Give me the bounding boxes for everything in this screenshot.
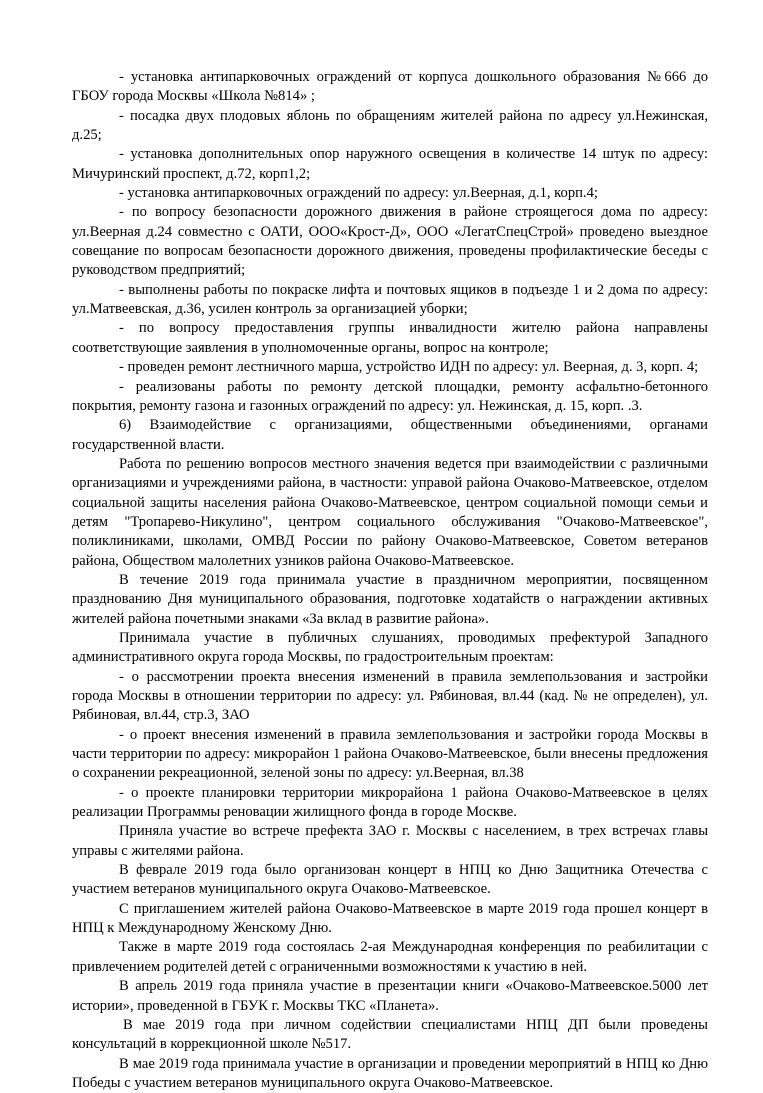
paragraph: - о проект внесения изменений в правила землепользования и застройки города Москвы в части территории по адресу: микрорайон 1 района Очаково-Матвеевское, были внесены предложения о сохранении рекреационной, зеленой зоны по адресу: ул.Веерная, вл.38	[72, 726, 708, 782]
paragraph: В течение 2019 года принимала участие в праздничном мероприятии, посвященном празднованию Дня муниципального образования, подготовке ходатайств о награждении активных жителей района почетными знаками «За вклад в развитие района».	[72, 571, 708, 627]
paragraph: Принимала участие в публичных слушаниях, проводимых префектурой Западного административного округа города Москвы, по градостроительным проектам:	[72, 629, 708, 666]
paragraph: - по вопросу предоставления группы инвалидности жителю района направлены соответствующие заявления в уполномоченные органы, вопрос на контроле;	[72, 320, 708, 356]
paragraph: С приглашением жителей района Очаково-Матвеевское в марте 2019 года прошел концерт в НПЦ к Международному Женскому Дню.	[72, 900, 708, 937]
paragraph: - установка дополнительных опор наружного освещения в количестве 14 штук по адресу: Мичуринский проспект, д.72, корп1,2;	[72, 146, 708, 182]
paragraph: - о проекте планировки территории микрорайона 1 района Очаково-Матвеевское в целях реализации Программы реновации жилищного фонда в городе Москве.	[72, 784, 708, 821]
paragraph: Также в марте 2019 года состоялась 2-ая Международная конференция по реабилитации с привлечением родителей детей с ограниченными возможностями к участию в ней.	[72, 939, 708, 975]
paragraph: - о рассмотрении проекта внесения изменений в правила землепользования и застройки города Москвы в отношении территории по адресу: ул. Рябиновая, вл.44 (кад. № не определен), ул. Рябиновая, вл.44, стр.3, ЗАО	[72, 668, 708, 724]
paragraph: - по вопросу безопасности дорожного движения в районе строящегося дома по адресу: ул.Веерная д.24 совместно с ОАТИ, ООО«Крост-Д», ООО «ЛегатСпецСтрой» проведено выездное совещание по вопросам безопасности дорожного движения, проведены профилактические беседы с руководством предприятий;	[72, 204, 708, 279]
paragraph: Работа по решению вопросов местного значения ведется при взаимодействии с различными организациями и учреждениями района, в частности: управой района Очаково-Матвеевское, отделом социальной защиты населения района Очаково-Матвеевское, центром социальной помощи семьи и детям "Тропарево-Никулино", центром социального обслуживания "Очаково-Матвеевское", поликлиниками, школами, ОМВД России по району Очаково-Матвеевское, Советом ветеранов района, Обществом малолетних узников района Очаково-Матвеевское.	[72, 455, 708, 569]
paragraph: В феврале 2019 года было организован концерт в НПЦ ко Дню Защитника Отечества с участием ветеранов муниципального округа Очаково-Матвеевское.	[72, 862, 708, 898]
paragraph: - реализованы работы по ремонту детской площадки, ремонту асфальтно-бетонного покрытия, ремонту газона и газонных ограждений по адресу: ул. Нежинская, д. 15, корп. .3.	[72, 378, 708, 414]
paragraph: - проведен ремонт лестничного марша, устройство ИДН по адресу: ул. Веерная, д. 3, корп. 4;	[119, 359, 699, 376]
section-heading: 6) Взаимодействие с организациями, общественными объединениями, органами государственной власти.	[72, 417, 708, 453]
paragraph: - установка антипарковочных ограждений от корпуса дошкольного образования №666 до ГБОУ города Москвы «Школа №814» ;	[72, 69, 708, 105]
document-page	[72, 68, 708, 1093]
paragraph: - выполнены работы по покраске лифта и почтовых ящиков в подъезде 1 и 2 дома по адресу: ул.Матвеевская, д.36, усилен контроль за организацией уборки;	[72, 281, 708, 318]
paragraph: - посадка двух плодовых яблонь по обращениям жителей района по адресу ул.Нежинская, д.25;	[72, 107, 708, 144]
paragraph: Приняла участие во встрече префекта ЗАО г. Москвы с населением, в трех встречах главы управы с жителями района.	[72, 823, 708, 859]
paragraph: В апрель 2019 года приняла участие в презентации книги «Очаково-Матвеевское.5000 лет истории», проведенной в ГБУК г. Москвы ТКС «Планета».	[72, 978, 708, 1014]
paragraph: В мае 2019 года принимала участие в организации и проведении мероприятий в НПЦ ко Дню Победы с участием ветеранов муниципального округа Очаково-Матвеевское.	[72, 1055, 708, 1091]
paragraph: - установка антипарковочных ограждений по адресу: ул.Веерная, д.1, корп.4;	[119, 185, 598, 202]
paragraph: В мае 2019 года при личном содействии специалистами НПЦ ДП были проведены консультаций в коррекционной школе №517.	[72, 1016, 708, 1053]
